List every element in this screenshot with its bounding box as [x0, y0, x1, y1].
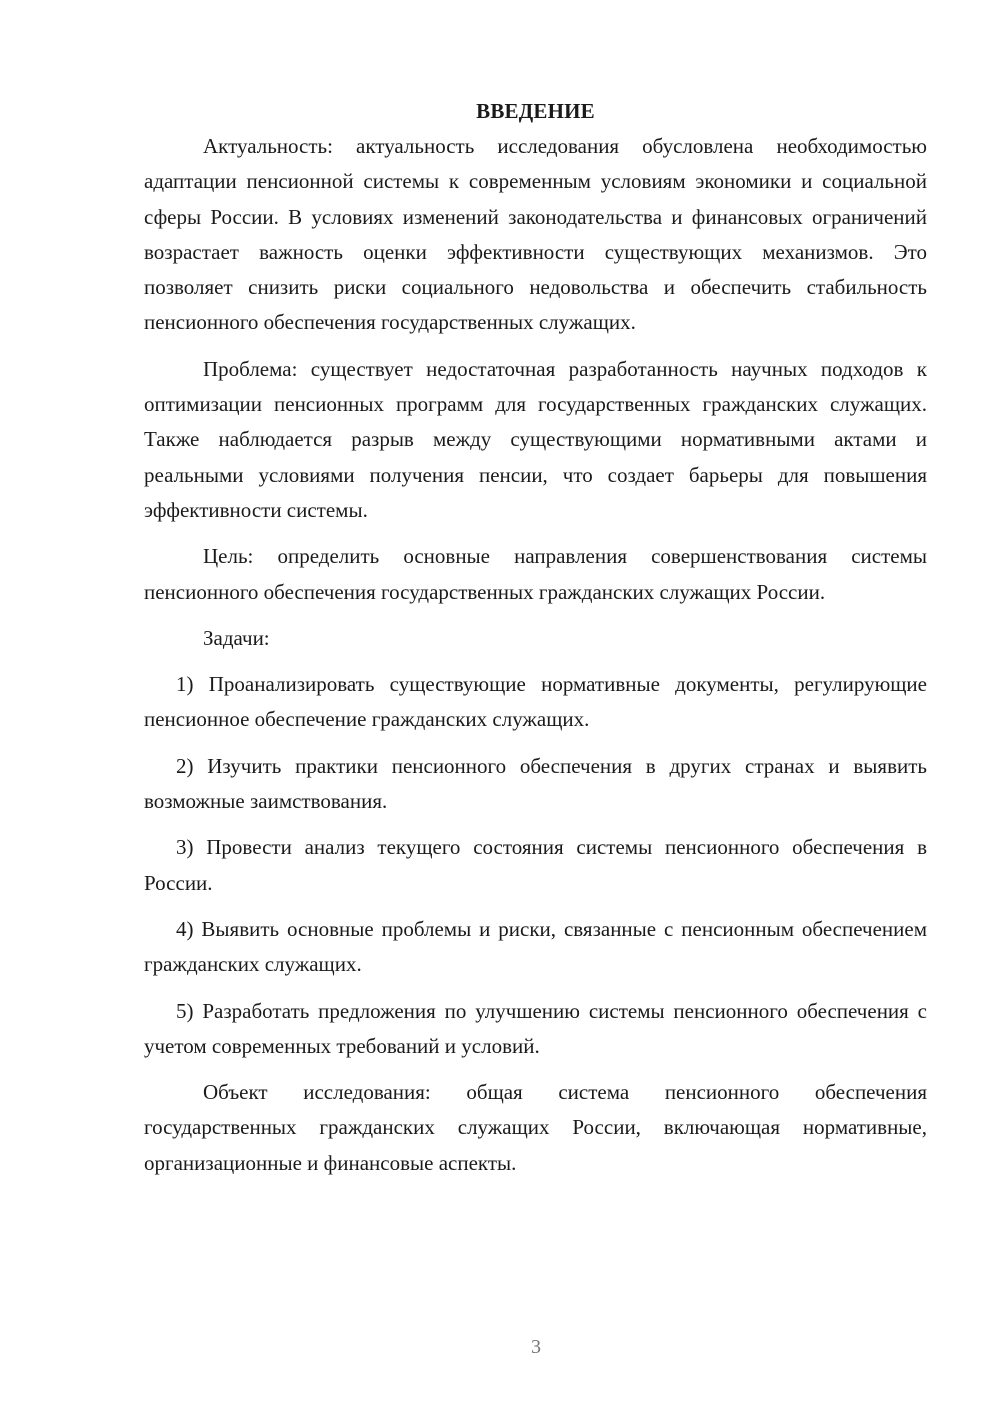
- task-item-4: 4) Выявить основные проблемы и риски, связанные с пенсионным обеспечением гражданских служащих.: [144, 916, 927, 977]
- paragraph-goal: Цель: определить основные направления совершенствования системы пенсионного обеспечения государственных гражданских служащих России.: [144, 544, 927, 604]
- task-item-1: 1) Проанализировать существующие нормативные документы, регулирующие пенсионное обеспечение гражданских служащих.: [144, 672, 927, 732]
- paragraph-problem: Проблема: существует недостаточная разработанность научных подходов к оптимизации пенсионных программ для государственных гражданских служащих. Также наблюдается разрыв между существующими нормативными актами и реальными условиями получения пенсии, что создает барьеры для повышения эффективности системы.: [144, 356, 927, 522]
- page-content: [144, 94, 927, 1181]
- task-item-3: 3) Провести анализ текущего состояния системы пенсионного обеспечения в России.: [144, 835, 927, 895]
- section-title: ВВЕДЕНИЕ: [476, 99, 595, 123]
- page-number: 3: [531, 1336, 541, 1358]
- paragraph-object: Объект исследования: общая система пенсионного обеспечения государственных гражданских служащих России, включающая нормативные, организационные и финансовые аспекты.: [144, 1080, 927, 1175]
- paragraph-relevance: Актуальность: актуальность исследования обусловлена необходимостью адаптации пенсионной системы к современным условиям экономики и социальной сферы России. В условиях изменений законодательства и финансовых ограничений возрастает важность оценки эффективности существующих механизмов. Это позволяет снизить риски социального недовольства и обеспечить стабильность пенсионного обеспечения государственных служащих.: [144, 134, 927, 335]
- task-item-5: 5) Разработать предложения по улучшению системы пенсионного обеспечения с учетом современных требований и условий.: [144, 998, 927, 1058]
- tasks-heading: Задачи:: [203, 625, 270, 650]
- task-item-2: 2) Изучить практики пенсионного обеспечения в других странах и выявить возможные заимствования.: [144, 753, 927, 814]
